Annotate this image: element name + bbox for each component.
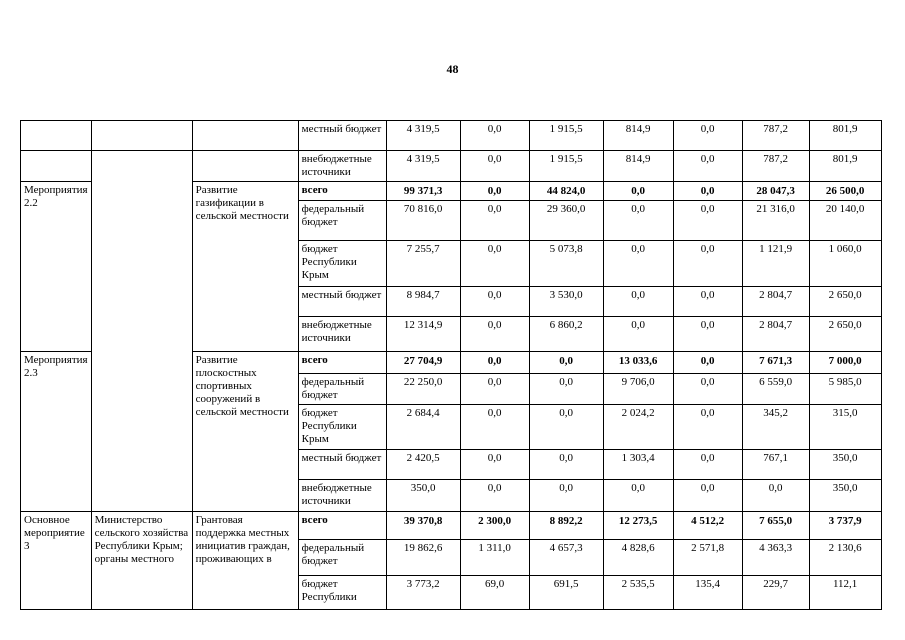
name-cell: Развитие плоскостных спортивных сооружений в сельской местности <box>192 352 298 512</box>
value-cell: 7 255,7 <box>386 241 460 287</box>
value-cell: 0,0 <box>673 480 742 512</box>
funding-source: всего <box>298 182 386 201</box>
value-cell: 0,0 <box>460 151 529 182</box>
value-cell: 0,0 <box>603 317 673 352</box>
value-cell: 5 073,8 <box>529 241 603 287</box>
funding-source: внебюджетные источники <box>298 317 386 352</box>
value-cell: 801,9 <box>809 121 881 151</box>
value-cell: 0,0 <box>460 374 529 405</box>
value-cell: 69,0 <box>460 576 529 610</box>
value-cell: 0,0 <box>603 287 673 317</box>
value-cell: 0,0 <box>673 317 742 352</box>
value-cell: 0,0 <box>742 480 809 512</box>
value-cell: 0,0 <box>673 201 742 241</box>
table-row <box>21 121 882 151</box>
value-cell: 0,0 <box>529 374 603 405</box>
value-cell: 3 530,0 <box>529 287 603 317</box>
value-cell: 2 024,2 <box>603 405 673 450</box>
value-cell: 13 033,6 <box>603 352 673 374</box>
funding-source: бюджет Республики Крым <box>298 405 386 450</box>
value-cell: 0,0 <box>673 151 742 182</box>
value-cell: 3 773,2 <box>386 576 460 610</box>
value-cell: 22 250,0 <box>386 374 460 405</box>
value-cell: 0,0 <box>529 352 603 374</box>
executor-cell: Министерство сельского хозяйства Республики Крым; органы местного <box>91 512 192 610</box>
value-cell: 0,0 <box>673 182 742 201</box>
value-cell: 26 500,0 <box>809 182 881 201</box>
value-cell: 8 984,7 <box>386 287 460 317</box>
value-cell: 2 571,8 <box>673 540 742 576</box>
funding-source: всего <box>298 352 386 374</box>
funding-source: бюджет Республики Крым <box>298 241 386 287</box>
value-cell: 4 319,5 <box>386 151 460 182</box>
value-cell: 0,0 <box>460 450 529 480</box>
value-cell: 12 273,5 <box>603 512 673 540</box>
value-cell: 0,0 <box>673 374 742 405</box>
value-cell: 0,0 <box>460 317 529 352</box>
value-cell: 350,0 <box>386 480 460 512</box>
page-number: 48 <box>446 62 459 76</box>
value-cell: 0,0 <box>673 287 742 317</box>
executor-cell <box>91 121 192 151</box>
value-cell: 315,0 <box>809 405 881 450</box>
status-cell: Мероприятия 2.3 <box>21 352 92 512</box>
funding-source: федеральный бюджет <box>298 540 386 576</box>
budget-table <box>20 120 882 610</box>
value-cell: 27 704,9 <box>386 352 460 374</box>
value-cell: 2 650,0 <box>809 317 881 352</box>
value-cell: 44 824,0 <box>529 182 603 201</box>
value-cell: 0,0 <box>603 201 673 241</box>
value-cell: 2 420,5 <box>386 450 460 480</box>
value-cell: 2 804,7 <box>742 317 809 352</box>
value-cell: 0,0 <box>460 287 529 317</box>
value-cell: 350,0 <box>809 450 881 480</box>
status-cell: Мероприятия 2.2 <box>21 182 92 352</box>
value-cell: 1 311,0 <box>460 540 529 576</box>
executor-cell <box>91 151 192 512</box>
value-cell: 4 319,5 <box>386 121 460 151</box>
value-cell: 345,2 <box>742 405 809 450</box>
value-cell: 0,0 <box>529 450 603 480</box>
value-cell: 0,0 <box>673 450 742 480</box>
value-cell: 1 303,4 <box>603 450 673 480</box>
funding-source: федеральный бюджет <box>298 201 386 241</box>
funding-source: местный бюджет <box>298 121 386 151</box>
name-cell <box>192 121 298 151</box>
value-cell: 6 860,2 <box>529 317 603 352</box>
value-cell: 112,1 <box>809 576 881 610</box>
status-cell <box>21 121 92 151</box>
value-cell: 7 000,0 <box>809 352 881 374</box>
table-row <box>21 512 882 540</box>
value-cell: 0,0 <box>603 182 673 201</box>
name-cell: Развитие газификации в сельской местности <box>192 182 298 352</box>
value-cell: 787,2 <box>742 121 809 151</box>
value-cell: 0,0 <box>460 352 529 374</box>
value-cell: 2 300,0 <box>460 512 529 540</box>
value-cell: 4 363,3 <box>742 540 809 576</box>
funding-source: внебюджетные источники <box>298 151 386 182</box>
value-cell: 787,2 <box>742 151 809 182</box>
status-cell <box>21 151 92 182</box>
value-cell: 0,0 <box>529 480 603 512</box>
value-cell: 5 985,0 <box>809 374 881 405</box>
value-cell: 801,9 <box>809 151 881 182</box>
value-cell: 0,0 <box>460 405 529 450</box>
value-cell: 0,0 <box>529 405 603 450</box>
value-cell: 0,0 <box>673 241 742 287</box>
value-cell: 29 360,0 <box>529 201 603 241</box>
value-cell: 4 512,2 <box>673 512 742 540</box>
value-cell: 9 706,0 <box>603 374 673 405</box>
value-cell: 3 737,9 <box>809 512 881 540</box>
value-cell: 0,0 <box>460 182 529 201</box>
value-cell: 0,0 <box>603 480 673 512</box>
value-cell: 1 121,9 <box>742 241 809 287</box>
value-cell: 4 828,6 <box>603 540 673 576</box>
value-cell: 2 684,4 <box>386 405 460 450</box>
funding-source: местный бюджет <box>298 450 386 480</box>
value-cell: 0,0 <box>673 405 742 450</box>
value-cell: 0,0 <box>673 121 742 151</box>
value-cell: 8 892,2 <box>529 512 603 540</box>
value-cell: 2 130,6 <box>809 540 881 576</box>
value-cell: 0,0 <box>603 241 673 287</box>
value-cell: 0,0 <box>460 241 529 287</box>
value-cell: 0,0 <box>460 201 529 241</box>
funding-source: федеральный бюджет <box>298 374 386 405</box>
name-cell <box>192 151 298 182</box>
value-cell: 70 816,0 <box>386 201 460 241</box>
value-cell: 39 370,8 <box>386 512 460 540</box>
value-cell: 0,0 <box>673 352 742 374</box>
value-cell: 19 862,6 <box>386 540 460 576</box>
value-cell: 7 655,0 <box>742 512 809 540</box>
value-cell: 1 060,0 <box>809 241 881 287</box>
value-cell: 350,0 <box>809 480 881 512</box>
value-cell: 1 915,5 <box>529 121 603 151</box>
value-cell: 99 371,3 <box>386 182 460 201</box>
value-cell: 12 314,9 <box>386 317 460 352</box>
value-cell: 28 047,3 <box>742 182 809 201</box>
value-cell: 229,7 <box>742 576 809 610</box>
value-cell: 691,5 <box>529 576 603 610</box>
name-cell: Грантовая поддержка местных инициатив граждан, проживающих в <box>192 512 298 610</box>
funding-source: бюджет Республики <box>298 576 386 610</box>
value-cell: 814,9 <box>603 121 673 151</box>
funding-source: внебюджетные источники <box>298 480 386 512</box>
value-cell: 2 804,7 <box>742 287 809 317</box>
value-cell: 1 915,5 <box>529 151 603 182</box>
value-cell: 2 535,5 <box>603 576 673 610</box>
value-cell: 2 650,0 <box>809 287 881 317</box>
value-cell: 814,9 <box>603 151 673 182</box>
table-row <box>21 151 882 182</box>
value-cell: 21 316,0 <box>742 201 809 241</box>
value-cell: 7 671,3 <box>742 352 809 374</box>
value-cell: 135,4 <box>673 576 742 610</box>
funding-source: местный бюджет <box>298 287 386 317</box>
value-cell: 0,0 <box>460 121 529 151</box>
status-cell: Основное мероприятие 3 <box>21 512 92 610</box>
value-cell: 6 559,0 <box>742 374 809 405</box>
funding-source: всего <box>298 512 386 540</box>
value-cell: 4 657,3 <box>529 540 603 576</box>
value-cell: 767,1 <box>742 450 809 480</box>
value-cell: 20 140,0 <box>809 201 881 241</box>
value-cell: 0,0 <box>460 480 529 512</box>
